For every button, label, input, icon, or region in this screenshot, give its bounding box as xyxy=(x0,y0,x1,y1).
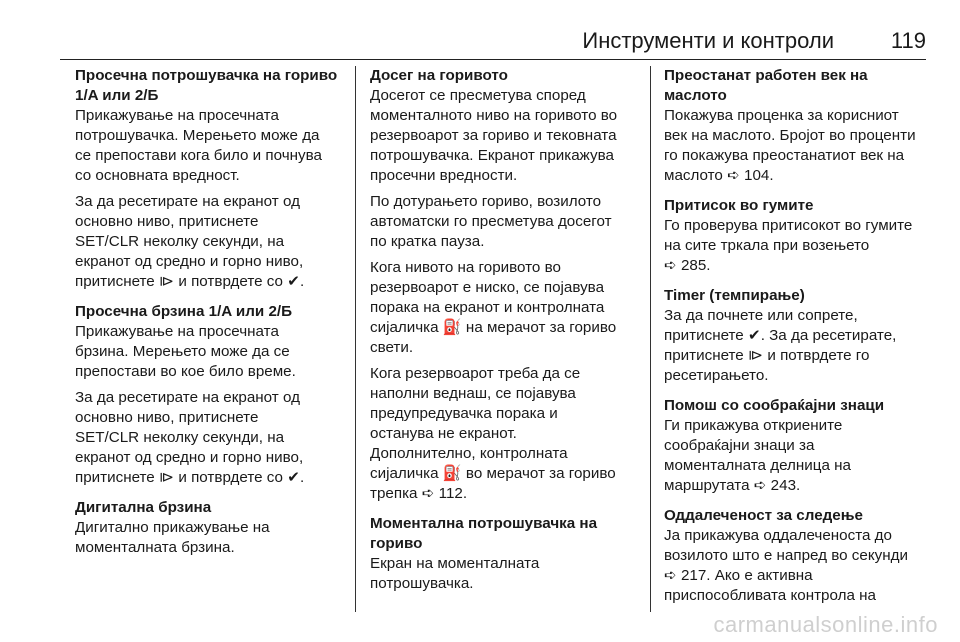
section-heading: Помош со сообраќајни знаци xyxy=(664,397,885,414)
paragraph: За да ресетирате на екранот од основно ниво, притиснете SET/CLR неколку секунди, на екранот од средно и горно ниво, притиснете ⧐ и потврдете со ✔. xyxy=(75,193,305,290)
paragraph: По дотурањето гориво, возилото автоматски го пресметува досегот по кратка пауза. xyxy=(370,193,612,250)
text-column-1 xyxy=(75,66,347,568)
paragraph: Кога нивото на горивото во резервоарот е ниско, се појавува порака на екранот и контролната сијаличка ⛽ на мерачот за гориво свети. xyxy=(370,259,617,356)
section-heading: Притисок во гумите xyxy=(664,197,814,214)
section-average-speed xyxy=(75,302,347,488)
section-heading: Оддалеченост за следење xyxy=(664,507,863,524)
page-title: Инструменти и контроли xyxy=(582,28,834,53)
column-divider xyxy=(355,66,356,612)
header-divider xyxy=(60,59,926,60)
section-heading: Дигитална брзина xyxy=(75,499,212,516)
paragraph: Досегот се пресметува според моменталното ниво на горивото во резервоарот за гориво и тековната потрошувачка. Екранот прикажува просечни вредности. xyxy=(370,87,618,184)
section-average-consumption xyxy=(75,66,347,292)
paragraph: Екран на моменталната потрошувачка. xyxy=(370,555,540,592)
section-instant-consumption xyxy=(370,514,642,594)
page-number: 119 xyxy=(890,28,926,53)
section-traffic-sign-assist xyxy=(664,396,936,496)
section-heading: Преостанат работен век на маслото xyxy=(664,67,868,104)
section-heading: Просечна потрошувачка на гориво 1/A или 2/Б xyxy=(75,67,338,104)
paragraph: Ја прикажува оддалеченоста до возилото што е напред во секунди ➪ 217. Ако е активна приспособливата контрола на xyxy=(664,527,908,604)
column-divider xyxy=(650,66,651,612)
paragraph: Прикажување на просечната брзина. Мерењето може да се препостави во кое било време. xyxy=(75,323,296,380)
section-oil-life xyxy=(664,66,936,186)
page-header xyxy=(60,22,926,56)
paragraph: За да ресетирате на екранот од основно ниво, притиснете SET/CLR неколку секунди, на екранот од средно и горно ниво, притиснете ⧐ и потврдете со ✔. xyxy=(75,389,305,486)
paragraph: Кога резервоарот треба да се наполни веднаш, се појавува предупредувачка порака и останува не екранот. Дополнително, контролната сијаличка ⛽ во мерачот за гориво трепка ➪ 112. xyxy=(370,365,616,502)
section-heading: Timer (темпирање) xyxy=(664,287,805,304)
section-timer xyxy=(664,286,936,386)
paragraph: Прикажување на просечната потрошувачка. Мерењето може да се препостави кога било и почнува со основната вредност. xyxy=(75,107,322,184)
section-digital-speed xyxy=(75,498,347,558)
section-heading: Просечна брзина 1/A или 2/Б xyxy=(75,303,293,320)
text-column-3 xyxy=(664,66,936,616)
section-tire-pressure xyxy=(664,196,936,276)
paragraph: Дигитално прикажување на моменталната брзина. xyxy=(75,519,270,556)
paragraph: За да почнете или сопрете, притиснете ✔. За да ресетирате, притиснете ⧐ и потврдете го ресетирањето. xyxy=(664,307,897,384)
section-heading: Моментална потрошувачка на гориво xyxy=(370,515,598,552)
paragraph: Покажува проценка за корисниот век на маслото. Бројот во проценти го покажува преостанатиот век на маслото ➪ 104. xyxy=(664,107,916,184)
watermark: carmanualsonline.info xyxy=(713,612,938,637)
paragraph: Ги прикажува откриените сообраќајни знаци за моменталната делница на маршрутата ➪ 243. xyxy=(664,417,851,494)
section-following-distance xyxy=(664,506,936,606)
section-fuel-range xyxy=(370,66,642,504)
text-column-2 xyxy=(370,66,642,604)
paragraph: Го проверува притисокот во гумите на сите тркала при возењето ➪ 285. xyxy=(664,217,913,274)
section-heading: Досег на горивото xyxy=(370,67,508,84)
